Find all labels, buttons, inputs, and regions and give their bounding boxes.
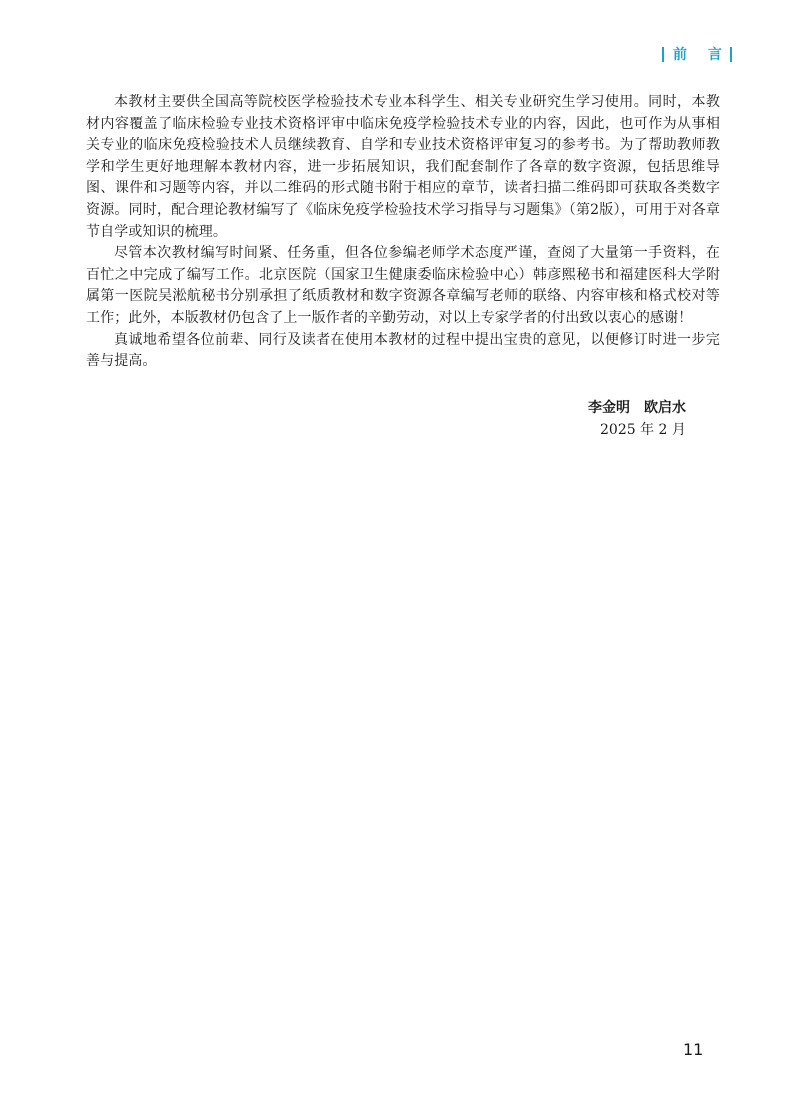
section-title: 前 言 <box>673 47 730 63</box>
preface-body <box>86 92 720 373</box>
page-number: 11 <box>683 1040 704 1059</box>
signature-date: 2025 年 2 月 <box>600 422 686 438</box>
author-signature: 李金明 欧启水 <box>588 400 686 416</box>
section-header <box>662 44 732 64</box>
header-right-bar <box>730 47 732 62</box>
paragraph-2: 尽管本次教材编写时间紧、任务重，但各位参编老师学术态度严谨，查阅了大量第一手资料，在百忙之中完成了编写工作。北京医院（国家卫生健康委临床检验中心）韩彦熙秘书和福建医科大学附属第一医院吴淞航秘书分别承担了纸质教材和数字资源各章编写老师的联络、内容审核和格式校对等工作；此外，本版教材仍包含了上一版作者的辛勤劳动，对以上专家学者的付出致以衷心的感谢！ <box>86 245 720 326</box>
paragraph-1: 本教材主要供全国高等院校医学检验技术专业本科学生、相关专业研究生学习使用。同时，本教材内容覆盖了临床检验专业技术资格评审中临床免疫学检验技术专业的内容，因此，也可作为从事相关专业的临床免疫检验技术人员继续教育、自学和专业技术资格评审复习的参考书。为了帮助教师教学和学生更好地理解本教材内容，进一步拓展知识，我们配套制作了各章的数字资源，包括思维导图、课件和习题等内容，并以二维码的形式随书附于相应的章节，读者扫描二维码即可获取各类数字资源。同时，配合理论教材编写了《临床免疫学检验技术学习指导与习题集》（第2版），可用于对各章节自学或知识的梳理。 <box>86 94 720 240</box>
header-left-bar <box>662 47 664 62</box>
paragraph-3: 真诚地希望各位前辈、同行及读者在使用本教材的过程中提出宝贵的意见，以便修订时进一步完善与提高。 <box>86 331 720 370</box>
